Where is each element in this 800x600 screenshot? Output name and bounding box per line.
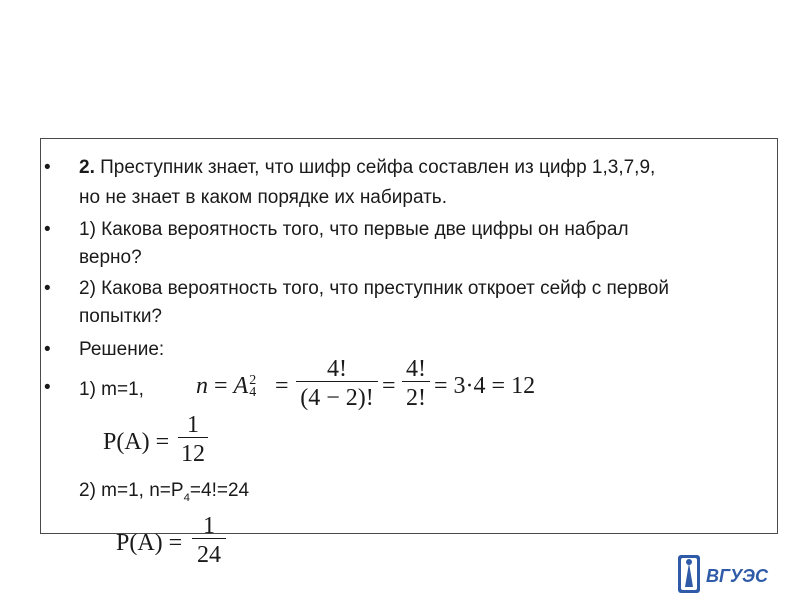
bullet-marker: • xyxy=(44,157,51,178)
probability-2-lhs: P(A) = xyxy=(116,530,183,556)
question1-line-1: 1) Какова вероятность того, что первые две цифры он набрал xyxy=(79,219,629,240)
formula-n-arrangements: n = A 2 4 xyxy=(196,372,257,401)
part1-label: 1) m=1, xyxy=(79,379,144,400)
question2-line-2: попытки? xyxy=(79,306,162,327)
bullet-marker: • xyxy=(44,278,51,299)
question2-line-1: 2) Какова вероятность того, что преступник откроет сейф с первой xyxy=(79,278,669,299)
logo-text: ВГУЭС xyxy=(706,566,768,586)
university-logo xyxy=(676,553,786,595)
logo-emblem-icon xyxy=(676,553,786,595)
problem-text-1: Преступник знает, что шифр сейфа составлен из цифр 1,3,7,9, xyxy=(100,157,656,178)
probability-1-fraction: 1 12 xyxy=(178,413,208,466)
bullet-marker: • xyxy=(44,339,51,360)
problem-number: 2. xyxy=(79,157,95,178)
problem-line-1 xyxy=(79,158,655,177)
formula-eq-1: = xyxy=(275,373,289,399)
probability-1-lhs: P(A) = xyxy=(103,429,170,455)
fraction-4-factorial-over-2-factorial-paren: 4! (4 − 2)! xyxy=(296,357,378,410)
question1-line-2: верно? xyxy=(79,247,142,268)
bullet-marker: • xyxy=(44,377,51,398)
part2-label: 2) m=1, $n=P_4=4!=24$ xyxy=(79,480,250,504)
formula-result: = 3·4 = 12 xyxy=(434,373,536,399)
formula-eq-2: = xyxy=(382,373,396,399)
bullet-marker: • xyxy=(44,219,51,240)
fraction-4-factorial-over-2-factorial: 4! 2! xyxy=(402,357,430,410)
solution-heading: Решение: xyxy=(79,339,165,360)
probability-2-fraction: 1 24 xyxy=(192,514,226,567)
problem-line-2: но не знает в каком порядке их набирать. xyxy=(79,187,447,208)
